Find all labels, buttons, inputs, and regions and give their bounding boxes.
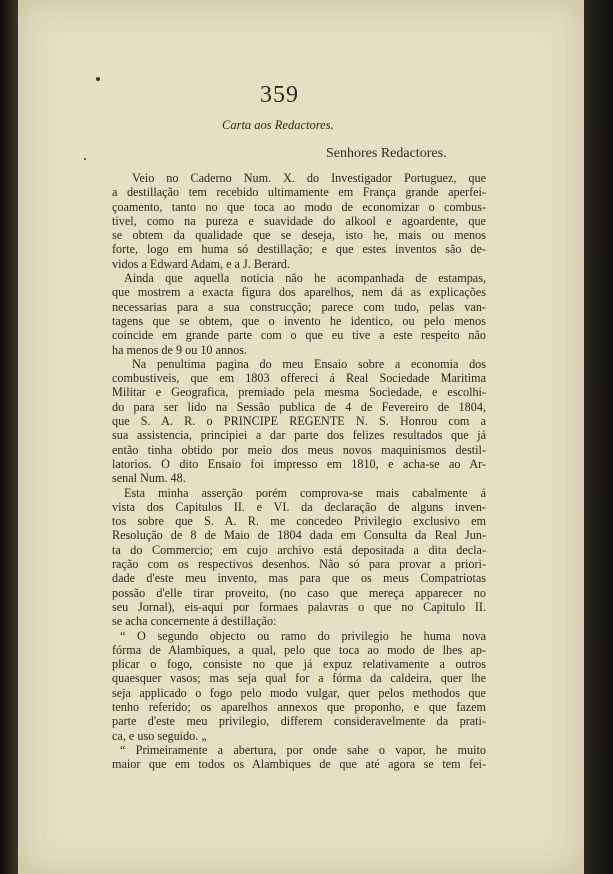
text-line: possão d'elle tirar proveito, (no caso que mereça apparecer no (112, 585, 486, 600)
quote-line: ca, e uso seguido. „ (112, 728, 207, 743)
text-line: combustiveis, que em 1803 offereci á Real Sociedade Maritima (112, 371, 486, 386)
quote-line: “ Primeiramente a abertura, por onde sahe o vapor, he muito (120, 742, 486, 757)
quote-line: seja applicado o fogo pelo modo vulgar, quer pelos methodos que (112, 685, 486, 700)
quote-line: tenho referido; os aparelhos annexos que proponho, e que fazem (112, 699, 486, 714)
text-line: necessarias para a sua construcção; parece com tudo, pelas van- (112, 299, 486, 314)
page-number: 359 (260, 82, 299, 108)
text-line: ha menos de 9 ou 10 annos. (112, 342, 248, 357)
text-line: Esta minha asserção porém comprova-se mais cabalmente á (124, 485, 486, 500)
text-line: então tinha obtido por meio dos meus novos maquinismos destil- (112, 442, 486, 457)
book-spine-shadow (0, 0, 18, 874)
text-line: seu Jornal), eis-aqui por formaes palavras o que no Capitulo II. (112, 599, 486, 614)
quote-line: maior que em todos os Alambiques de que até agora se tem fei- (112, 757, 486, 772)
text-line: ração com os respectivos desenhos. Não só para provar a priori- (112, 557, 486, 572)
text-line: Na penultima pagina do meu Ensaio sobre a economia dos (132, 356, 486, 371)
text-line: que S. A. R. o PRINCIPE REGENTE N. S. Honrou com a (112, 414, 486, 429)
text-line: ta do Commercio; em cujo archivo está depositada a dita decla- (112, 542, 486, 557)
letter-body (112, 171, 486, 771)
text-line: se obtem da qualidade que se deseja, isto he, mais ou menos (112, 228, 486, 243)
text-line: do para ser lido na Sessão publica de 4 de Fevereiro de 1804, (112, 399, 486, 414)
salutation: Senhores Redactores. (326, 146, 447, 161)
text-line: Resolução de 8 de Maio de 1804 dada em Consulta da Real Jun- (112, 528, 486, 543)
text-line: tos sobre que S. A. R. me concedeo Privilegio exclusivo em (112, 514, 486, 529)
text-line: a destillação tem recebido ultimamente em França grande aperfei- (112, 185, 486, 200)
text-line: tagens que se obtem, que o invento he identico, ou pelo menos (112, 313, 486, 328)
text-line: forte, logo em huma só destillação; e que estes inventos são de- (112, 242, 486, 257)
document-page (18, 0, 584, 874)
quote-line: plicar o fogo, consiste no que já expuz relativamente a outros (112, 657, 486, 672)
text-line: latorios. O dito Ensaio foi impresso em 1810, e acha-se ao Ar- (112, 456, 486, 471)
letter-title: Carta aos Redactores. (222, 118, 334, 132)
text-line: que mostrem a exacta figura dos aparelhos, nem dá as explicações (112, 285, 486, 300)
page-edge (584, 0, 613, 874)
text-line: Ainda que aquella noticia não he acompanhada de estampas, (124, 271, 486, 286)
quote-line: “ O segundo objecto ou ramo do privilegio he huma nova (120, 628, 486, 643)
text-line: çoamento, tanto no que toca ao modo de economizar o combus- (112, 199, 486, 214)
text-line: Militar e Geografica, premiado pela mesma Sociedade, e escolhi- (112, 385, 486, 400)
text-line: coincide em grande parte com o que eu tive a este respeito não (112, 328, 486, 343)
quote-line: parte d'este meu privilegio, differem consideravelmente da prati- (112, 714, 486, 729)
text-line: dade d'este meu invento, mas para que os meus Compatriotas (112, 571, 486, 586)
text-line: vista dos Capitulos II. e VI. da declaração de alguns inven- (112, 499, 486, 514)
text-line: tivel, como na pureza e suavidade do alkool e agoardente, que (112, 213, 486, 228)
text-line: sua assistencia, principiei a dar parte dos felizes resultados que já (112, 428, 486, 443)
text-line: Veio no Caderno Num. X. do Investigador Portuguez, que (132, 171, 486, 185)
text-line: se acha concernente á destillação: (112, 614, 277, 629)
quote-line: quaesquer vasos; mas seja qual for a fórma da caldeira, quer lhe (112, 671, 486, 686)
text-line: senal Num. 48. (112, 471, 186, 486)
ink-speck (84, 158, 86, 160)
quote-line: fórma de Alambiques, a qual, pelo que toca ao modo de lhes ap- (112, 642, 486, 657)
text-line: vidos a Edward Adam, e a J. Berard. (112, 256, 291, 271)
ink-speck (96, 77, 100, 81)
